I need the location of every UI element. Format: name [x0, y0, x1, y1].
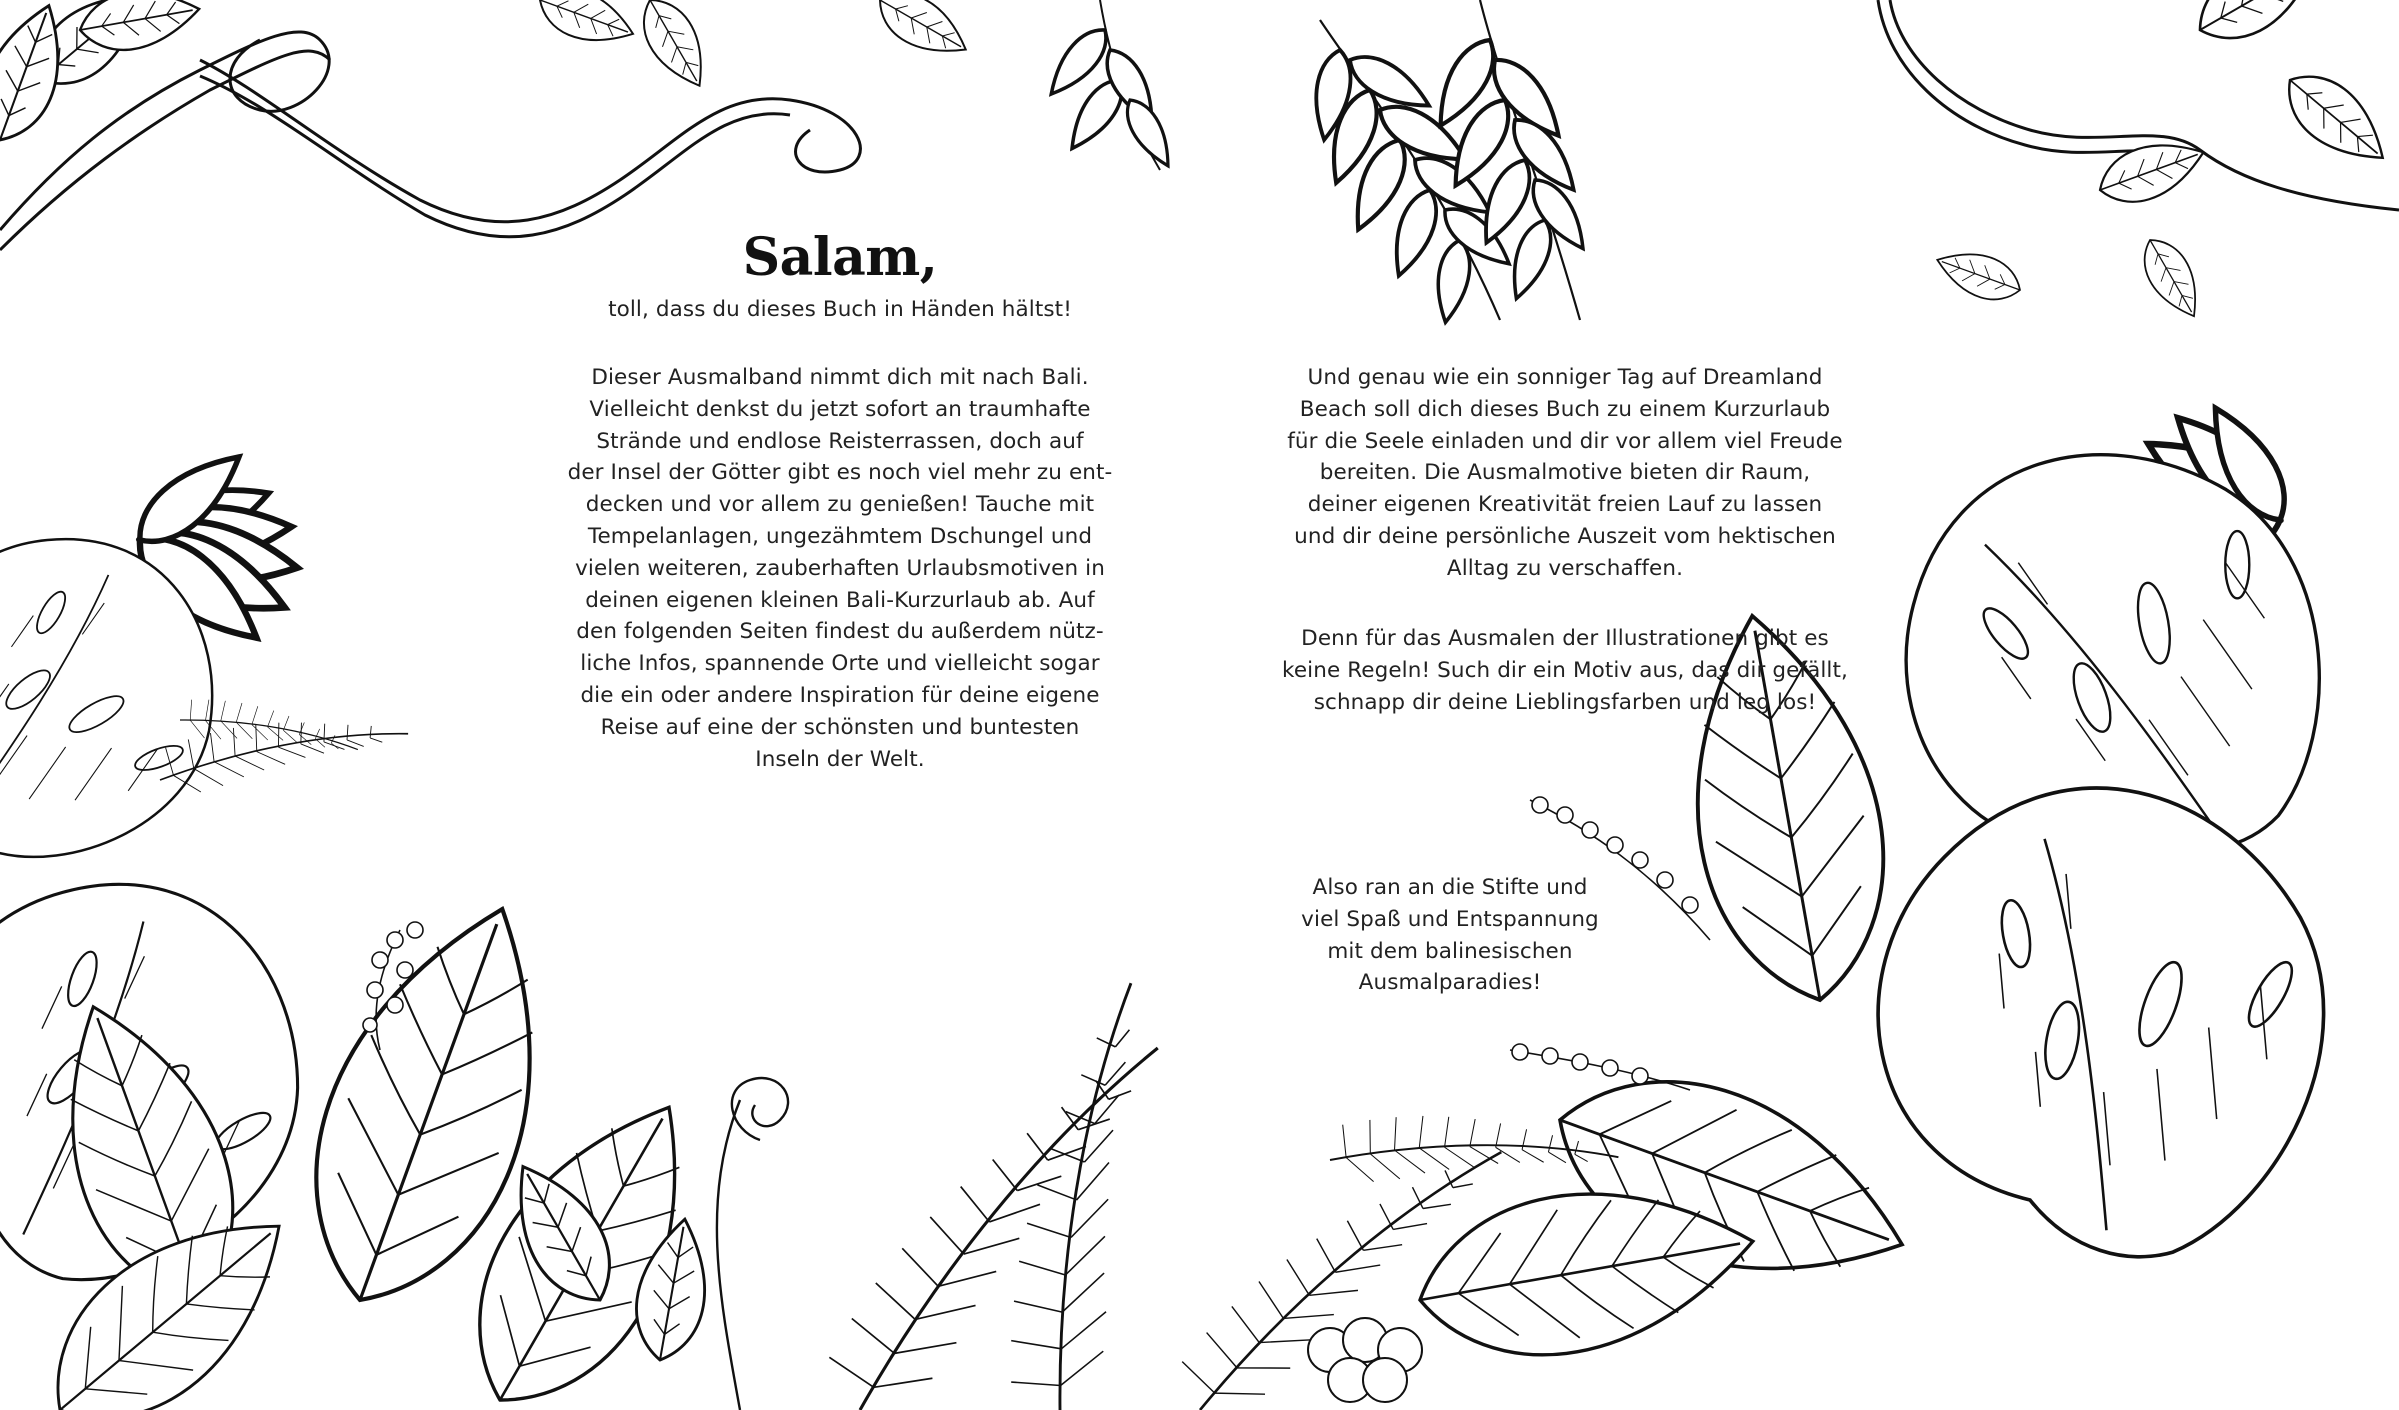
text-line: schnapp dir deine Lieblingsfarben und leg los!	[1313, 689, 1817, 715]
intro-paragraph-left	[560, 362, 1120, 775]
text-line: und dir deine persönliche Auszeit vom hektischen	[1294, 523, 1836, 549]
text-line: für die Seele einladen und dir vor allem viel Freude	[1287, 428, 1843, 454]
text-line: die ein oder andere Inspiration für deine eigene	[580, 682, 1100, 708]
left-foliage	[0, 439, 408, 875]
text-line: Inseln der Welt.	[755, 746, 925, 772]
text-line: Strände und endlose Reisterrassen, doch auf	[596, 428, 1084, 454]
paragraph-right-1	[1275, 362, 1855, 585]
text-line: decken und vor allem zu genießen! Tauche mit	[585, 492, 1095, 518]
text-line: Dieser Ausmalband nimmt dich mit nach Bali.	[591, 365, 1089, 390]
text-line: Tempelanlagen, ungezähmtem Dschungel und	[587, 523, 1093, 549]
paragraph-right-2	[1275, 623, 1855, 718]
text-line: der Insel der Götter gibt es noch viel mehr zu ent-	[567, 460, 1113, 486]
text-line: Und genau wie ein sonniger Tag auf Dreamland	[1307, 365, 1823, 390]
vine-decoration	[0, 0, 2399, 250]
text-line: deinen eigenen kleinen Bali-Kurzurlaub ab. Auf	[585, 587, 1095, 613]
paragraph-right-3	[1240, 872, 1660, 999]
text-line: Denn für das Ausmalen der Illustrationen gibt es	[1301, 626, 1829, 651]
text-line: Also ran an die Stifte und	[1312, 875, 1588, 900]
text-line: keine Regeln! Such dir ein Motiv aus, das dir gefällt,	[1282, 657, 1848, 683]
subtitle: toll, dass du dieses Buch in Händen hältst!	[608, 297, 1072, 322]
text-line: Alltag zu verschaffen.	[1446, 555, 1684, 581]
text-line: Beach soll dich dieses Buch zu einem Kurzurlaub	[1299, 396, 1831, 422]
text-line: Reise auf eine der schönsten und buntesten	[600, 714, 1080, 740]
text-line: vielen weiteren, zauberhaften Urlaubsmotiven in	[575, 555, 1105, 581]
text-line: Ausmalparadies!	[1358, 970, 1542, 996]
page-title: Salam,	[742, 227, 938, 288]
text-line: mit dem balinesischen	[1327, 938, 1573, 964]
text-line: viel Spaß und Entspannung	[1301, 906, 1599, 932]
text-line: deiner eigenen Kreativität freien Lauf zu lassen	[1307, 492, 1823, 518]
text-line: Vielleicht denkst du jetzt sofort an traumhafte	[589, 396, 1091, 422]
text-line: liche Infos, spannende Orte und vielleicht sogar	[580, 651, 1100, 677]
bottom-left-foliage	[0, 834, 1202, 1410]
flower-cluster	[1308, 1318, 1422, 1402]
text-line: den folgenden Seiten findest du außerdem nütz-	[576, 619, 1104, 645]
text-line: bereiten. Die Ausmalmotive bieten dir Raum,	[1319, 460, 1811, 486]
